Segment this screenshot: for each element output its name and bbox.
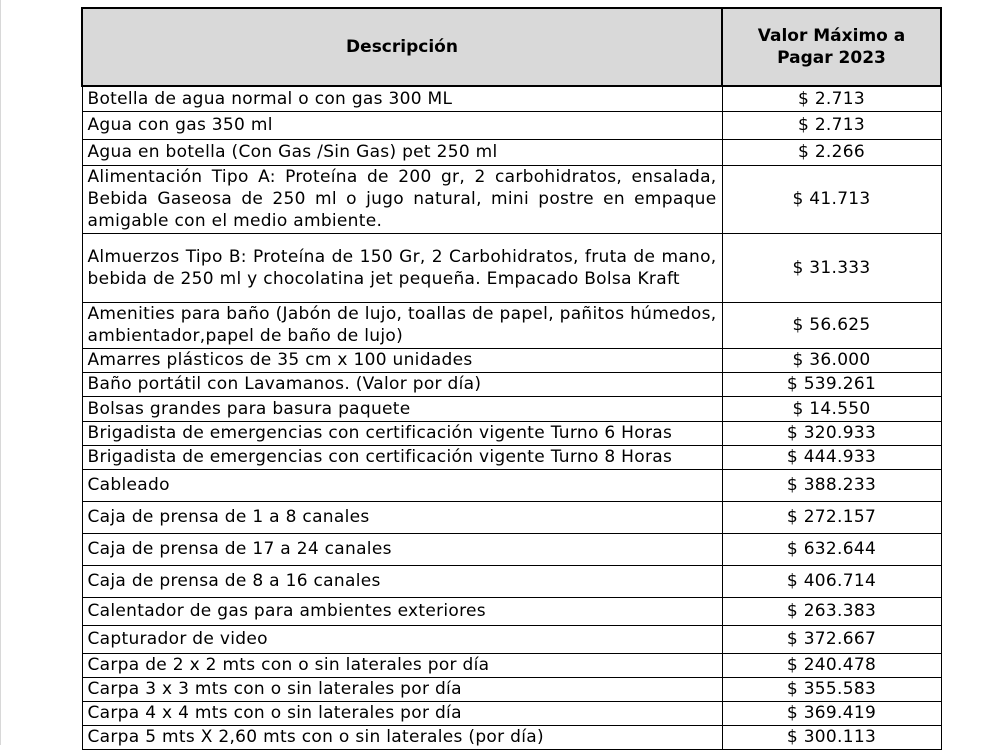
item-max-value: $ 355.583 bbox=[722, 677, 941, 701]
item-description: Agua en botella (Con Gas /Sin Gas) pet 250 ml bbox=[82, 139, 722, 165]
item-max-value: $ 388.233 bbox=[722, 469, 941, 501]
item-description: Caja de prensa de 8 a 16 canales bbox=[82, 565, 722, 597]
item-description: Baño portátil con Lavamanos. (Valor por día) bbox=[82, 372, 722, 396]
value-column-header: Valor Máximo a Pagar 2023 bbox=[722, 8, 941, 86]
table-row bbox=[82, 302, 941, 348]
item-description: Botella de agua normal o con gas 300 ML bbox=[82, 86, 722, 111]
item-description: Carpa 5 mts X 2,60 mts con o sin laterales (por día) bbox=[82, 725, 722, 749]
item-max-value: $ 31.333 bbox=[722, 233, 941, 302]
item-description: Carpa de 2 x 2 mts con o sin laterales por día bbox=[82, 653, 722, 677]
table-row bbox=[82, 86, 941, 111]
item-max-value: $ 632.644 bbox=[722, 533, 941, 565]
table-row bbox=[82, 165, 941, 233]
item-description: Caja de prensa de 17 a 24 canales bbox=[82, 533, 722, 565]
item-max-value: $ 539.261 bbox=[722, 372, 941, 396]
item-max-value: $ 263.383 bbox=[722, 597, 941, 625]
item-description: Agua con gas 350 ml bbox=[82, 111, 722, 139]
item-max-value: $ 41.713 bbox=[722, 165, 941, 233]
item-description: Brigadista de emergencias con certificación vigente Turno 6 Horas bbox=[82, 421, 722, 445]
table-row bbox=[82, 701, 941, 725]
table-row bbox=[82, 445, 941, 469]
item-max-value: $ 2.713 bbox=[722, 86, 941, 111]
item-max-value: $ 2.713 bbox=[722, 111, 941, 139]
table-row bbox=[82, 533, 941, 565]
item-max-value: $ 36.000 bbox=[722, 348, 941, 372]
item-description: Calentador de gas para ambientes exteriores bbox=[82, 597, 722, 625]
item-description: Caja de prensa de 1 a 8 canales bbox=[82, 501, 722, 533]
item-max-value: $ 320.933 bbox=[722, 421, 941, 445]
table-row bbox=[82, 501, 941, 533]
item-description: Amenities para baño (Jabón de lujo, toallas de papel, pañitos húmedos, ambientador,papel de baño de lujo) bbox=[82, 302, 722, 348]
table-row bbox=[82, 597, 941, 625]
table-row bbox=[82, 139, 941, 165]
item-description: Bolsas grandes para basura paquete bbox=[82, 396, 722, 421]
table-row bbox=[82, 396, 941, 421]
item-description: Cableado bbox=[82, 469, 722, 501]
item-max-value: $ 272.157 bbox=[722, 501, 941, 533]
table-row bbox=[82, 653, 941, 677]
item-description: Alimentación Tipo A: Proteína de 200 gr, 2 carbohidratos, ensalada, Bebida Gaseosa de 250 ml o jugo natural, mini postre en empaque amigable con el medio ambiente. bbox=[82, 165, 722, 233]
description-column-header: Descripción bbox=[82, 8, 722, 86]
table-row bbox=[82, 421, 941, 445]
table-row bbox=[82, 233, 941, 302]
table-row bbox=[82, 469, 941, 501]
item-max-value: $ 406.714 bbox=[722, 565, 941, 597]
item-max-value: $ 369.419 bbox=[722, 701, 941, 725]
item-max-value: $ 444.933 bbox=[722, 445, 941, 469]
item-description: Capturador de video bbox=[82, 625, 722, 653]
item-max-value: $ 14.550 bbox=[722, 396, 941, 421]
table-row bbox=[82, 725, 941, 749]
table-header-row bbox=[82, 8, 941, 86]
table-row bbox=[82, 677, 941, 701]
item-max-value: $ 300.113 bbox=[722, 725, 941, 749]
page-edge bbox=[0, 0, 1, 745]
table-row bbox=[82, 111, 941, 139]
table-row bbox=[82, 348, 941, 372]
item-description: Almuerzos Tipo B: Proteína de 150 Gr, 2 Carbohidratos, fruta de mano, bebida de 250 ml y chocolatina jet pequeña. Empacado Bolsa Kraft bbox=[82, 233, 722, 302]
table-row bbox=[82, 625, 941, 653]
item-max-value: $ 372.667 bbox=[722, 625, 941, 653]
table-body bbox=[82, 86, 941, 749]
item-max-value: $ 2.266 bbox=[722, 139, 941, 165]
item-description: Amarres plásticos de 35 cm x 100 unidades bbox=[82, 348, 722, 372]
item-description: Brigadista de emergencias con certificación vigente Turno 8 Horas bbox=[82, 445, 722, 469]
table-row bbox=[82, 372, 941, 396]
item-description: Carpa 3 x 3 mts con o sin laterales por día bbox=[82, 677, 722, 701]
price-table bbox=[81, 7, 942, 750]
item-max-value: $ 240.478 bbox=[722, 653, 941, 677]
table-row bbox=[82, 565, 941, 597]
item-description: Carpa 4 x 4 mts con o sin laterales por día bbox=[82, 701, 722, 725]
item-max-value: $ 56.625 bbox=[722, 302, 941, 348]
